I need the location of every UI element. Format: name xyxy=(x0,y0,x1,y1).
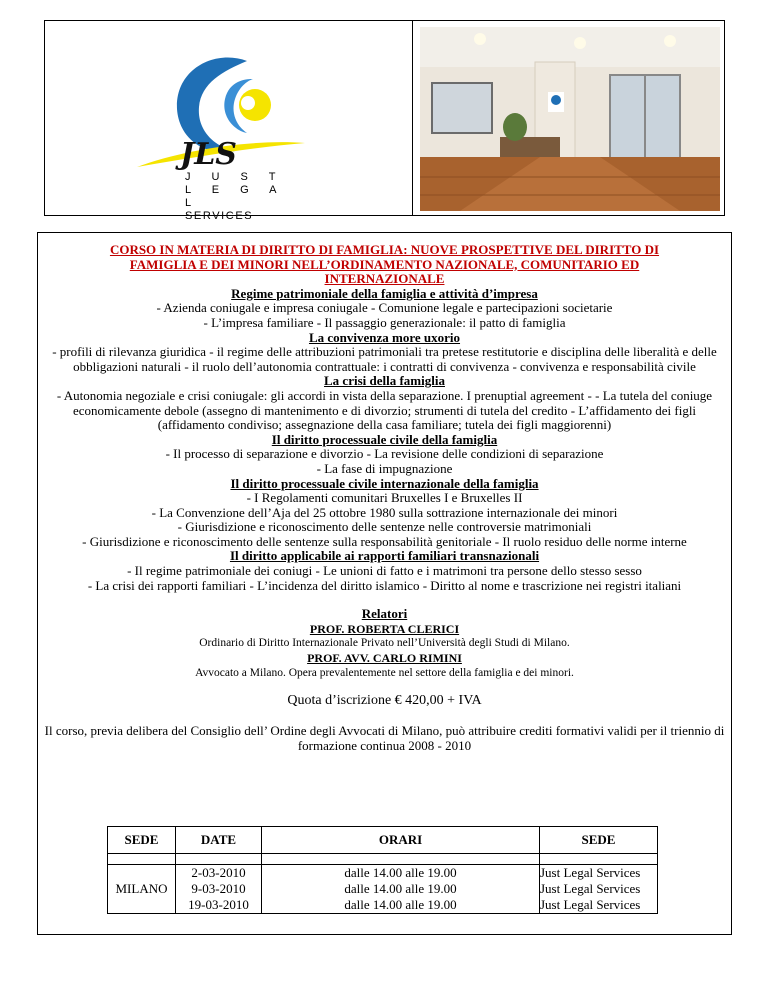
section-line: - I Regolamenti comunitari Bruxelles I e Bruxelles II xyxy=(246,490,523,506)
venue-cell xyxy=(540,865,658,914)
date-value: 19-03-2010 xyxy=(188,897,249,912)
letterhead xyxy=(44,20,725,222)
section-line: - La crisi dei rapporti familiari - L’incidenza del diritto islamico - Diritto al nome e trascrizione nei registri italiani xyxy=(87,577,682,593)
section-line: - L’impresa familiare - Il passaggio generazionale: il patto di famiglia xyxy=(203,314,566,330)
section-heading: La crisi della famiglia xyxy=(324,373,445,389)
schedule-body-row xyxy=(108,865,658,914)
orario-value: dalle 14.00 alle 19.00 xyxy=(344,881,457,896)
section-applicabile xyxy=(38,549,731,593)
section-crisi xyxy=(38,374,731,432)
col-header-sede: SEDE xyxy=(108,827,176,854)
orari-cell xyxy=(262,865,540,914)
date-value: 9-03-2010 xyxy=(191,881,246,896)
fee-text: Quota d’iscrizione € 420,00 + IVA xyxy=(287,693,482,709)
logo-line-legal: L E G A L xyxy=(185,184,285,209)
section-line: - Autonomia negoziale e crisi coniugale: gli accordi in vista della separazione. I prenuptial agreement - - La tutela del coniuge economicamente debole (assegno di mantenimento e di divorzio; strumenti di tutela del credito - L’affidamento dei figli (affidamento condiviso; assegnazione della casa familiare; tutela dei figli maggiorenni) xyxy=(56,387,713,433)
schedule-table xyxy=(107,826,658,914)
section-line: - profili di rilevanza giuridica - il regime delle attribuzioni patrimoniali tra pretese restitutorie e disciplina delle liberalità e delle obbligazioni naturali - il ruolo dell’autonomia contrattuale: i contratti di convivenza - convivenza e responsabilità civile xyxy=(52,344,717,374)
section-line: - Il regime patrimoniale dei coniugi - Le unioni di fatto e i matrimoni tra persone dello stesso sesso xyxy=(127,563,642,579)
logo-brand: JLS xyxy=(180,137,237,172)
section-line: - La Convenzione dell’Aja del 25 ottobre 1980 sulla sottrazione internazionale dei minori xyxy=(151,504,618,520)
venue-value: Just Legal Services xyxy=(540,865,641,880)
section-processuale xyxy=(38,433,731,477)
dates-cell xyxy=(176,865,262,914)
section-line: - Giurisdizione e riconoscimento delle sentenze nelle controversie matrimoniali xyxy=(177,519,592,535)
venue-value: Just Legal Services xyxy=(540,881,641,896)
course-title: CORSO IN MATERIA DI DIRITTO DI FAMIGLIA: NUOVE PROSPETTIVE DEL DIRITTO DI FAMIGLIA E DEI MINORI NELL’ORDINAMENTO NAZIONALE, COMUNITARIO ED INTERNAZIONALE xyxy=(109,242,660,287)
city-cell: MILANO xyxy=(108,865,176,914)
section-line: - Giurisdizione e riconoscimento delle sentenze sulla responsabilità genitoriale - Il ruolo residuo delle norme interne xyxy=(82,533,687,549)
section-line: - Il processo di separazione e divorzio - La revisione delle condizioni di separazione xyxy=(165,446,604,462)
venue-value: Just Legal Services xyxy=(540,897,641,912)
section-internazionale xyxy=(38,477,731,550)
orario-value: dalle 14.00 alle 19.00 xyxy=(344,865,457,880)
col-header-sede-2: SEDE xyxy=(540,827,658,854)
schedule-header-row xyxy=(108,827,658,854)
orario-value: dalle 14.00 alle 19.00 xyxy=(344,897,457,912)
speaker-desc: Avvocato a Milano. Opera prevalentemente nel settore della famiglia e dei minori. xyxy=(195,666,574,679)
section-heading: Il diritto processuale civile internazionale della famiglia xyxy=(230,475,539,491)
course-content xyxy=(38,243,731,753)
speaker-desc: Ordinario di Diritto Internazionale Privato nell’Università degli Studi di Milano. xyxy=(199,637,570,650)
section-heading: Il diritto processuale civile della famiglia xyxy=(271,431,498,447)
logo-line-services: SERVICES xyxy=(185,210,254,222)
schedule-spacer-row xyxy=(108,854,658,865)
section-heading: Il diritto applicabile ai rapporti familiari transnazionali xyxy=(229,548,540,564)
credits-text: Il corso, previa delibera del Consiglio dell’ Ordine degli Avvocati di Milano, può attribuire crediti formativi validi per il triennio di formazione continua 2008 - 2010 xyxy=(44,722,725,753)
logo-wordmark xyxy=(185,171,305,223)
header-divider xyxy=(412,21,413,215)
course-flyer xyxy=(37,232,732,935)
section-line: - La fase di impugnazione xyxy=(316,460,453,476)
relatori-heading: Relatori xyxy=(361,606,408,622)
section-convivenza xyxy=(38,331,731,375)
date-value: 2-03-2010 xyxy=(191,865,246,880)
section-heading: Regime patrimoniale della famiglia e attività d’impresa xyxy=(231,285,538,301)
col-header-orari: ORARI xyxy=(262,827,540,854)
section-heading: La convivenza more uxorio xyxy=(308,329,461,345)
section-line: - Azienda coniugale e impresa coniugale - Comunione legale e partecipazioni societarie xyxy=(156,300,613,316)
speaker-name: PROF. ROBERTA CLERICI xyxy=(309,621,460,636)
speaker-name: PROF. AVV. CARLO RIMINI xyxy=(307,651,462,666)
office-lobby-photo xyxy=(420,27,720,211)
section-regime xyxy=(38,287,731,331)
logo-line-just: J U S T xyxy=(185,171,285,183)
col-header-date: DATE xyxy=(176,827,262,854)
